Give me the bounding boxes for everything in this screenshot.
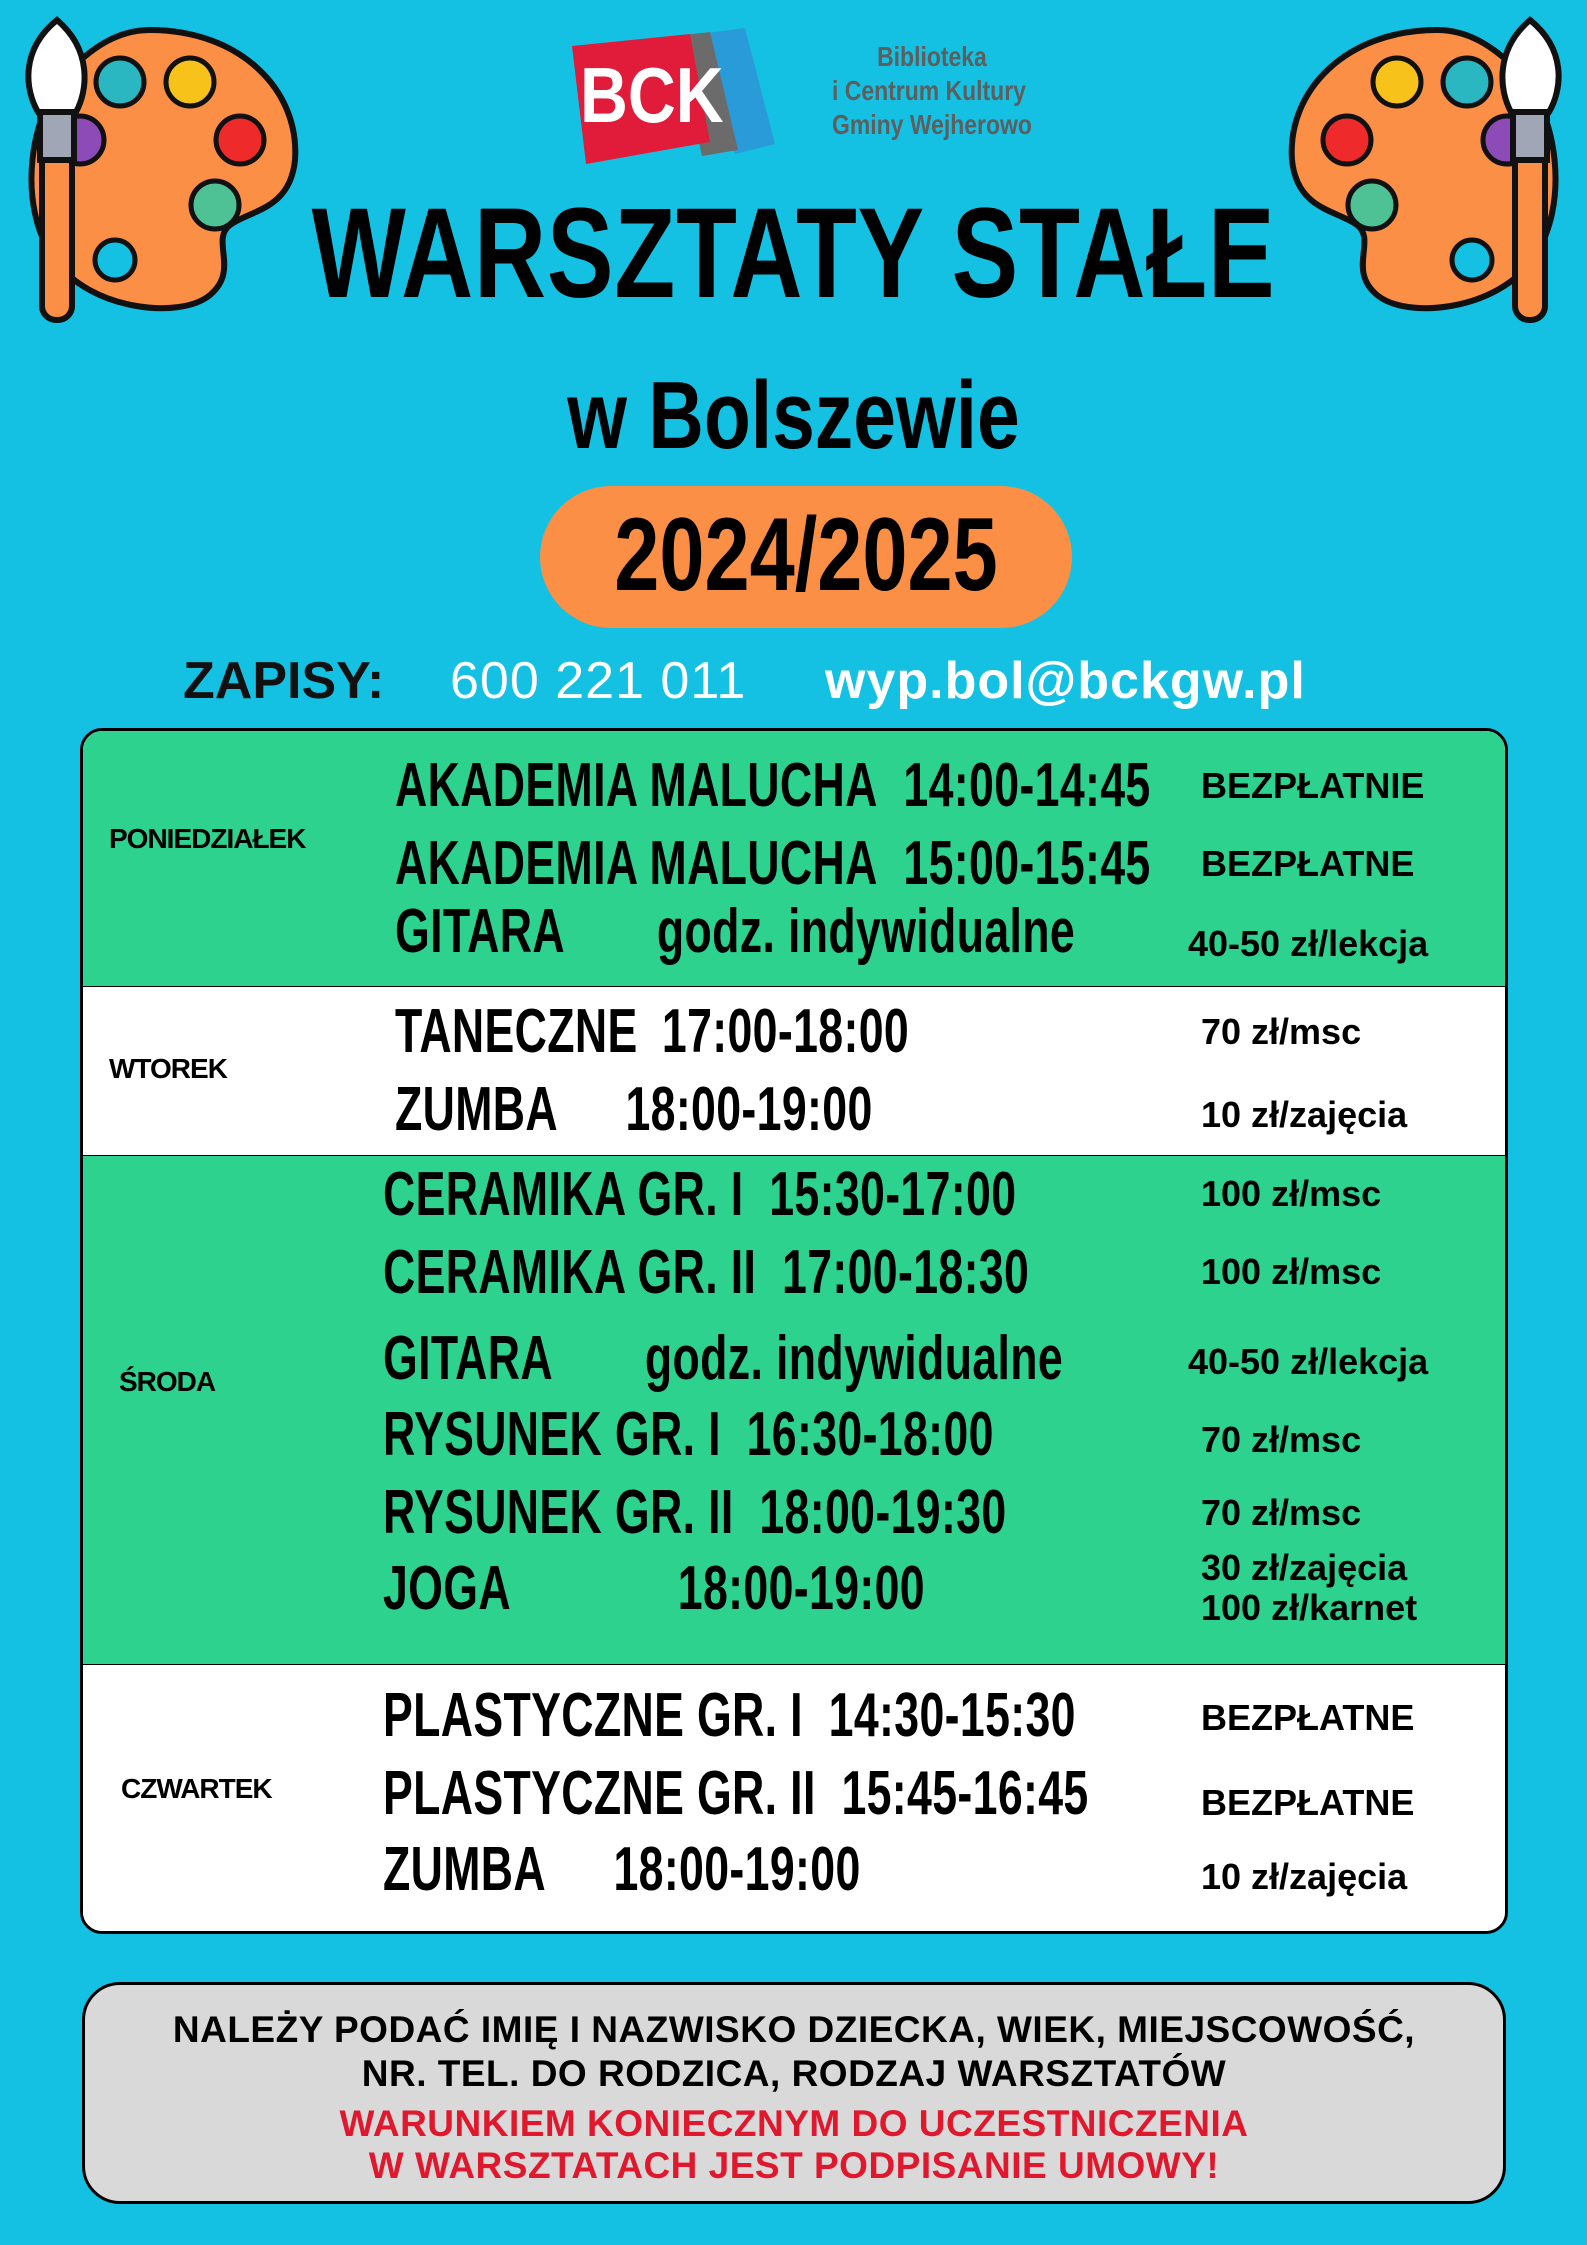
activity-time: 18:00-19:00 — [625, 1075, 873, 1144]
logo-text — [832, 40, 1032, 142]
activity-name: GITARA — [383, 1324, 553, 1393]
activity-time: godz. indywidualne — [656, 897, 1076, 966]
day-block-tuesday — [83, 987, 1505, 1158]
activity-price: BEZPŁATNE — [1201, 1782, 1415, 1823]
activity-row — [383, 1162, 1016, 1228]
activity-time: 14:30-15:30 — [828, 1681, 1076, 1750]
activity-price: 100 zł/msc — [1201, 1251, 1382, 1292]
activity-price-secondary: 100 zł/karnet — [1201, 1587, 1418, 1628]
activity-name: TANECZNE — [395, 997, 638, 1066]
activity-price: 70 zł/msc — [1201, 1492, 1362, 1533]
activity-name: RYSUNEK GR. I — [383, 1400, 721, 1469]
warning-line-2: W WARSZTATACH JEST PODPISANIE UMOWY! — [368, 2145, 1220, 2186]
activity-name: AKADEMIA MALUCHA — [395, 829, 878, 898]
day-label-tuesday: WTOREK — [109, 1053, 227, 1084]
activity-time: 15:45-16:45 — [841, 1759, 1089, 1828]
activity-row — [383, 1240, 1029, 1306]
year-label: 2024/2025 — [614, 497, 998, 613]
bck-logo — [560, 14, 1080, 164]
day-label-thursday: CZWARTEK — [121, 1773, 272, 1804]
activity-row — [383, 1402, 994, 1468]
activity-row — [383, 1683, 1076, 1749]
activity-time: 15:30-17:00 — [769, 1160, 1017, 1229]
email-address: wyp.bol@bckgw.pl — [825, 652, 1306, 710]
activity-name: RYSUNEK GR. II — [383, 1478, 734, 1547]
activity-price: 70 zł/msc — [1201, 1419, 1362, 1460]
activity-time: 18:00-19:30 — [759, 1478, 1007, 1547]
activity-time: 18:00-19:00 — [677, 1554, 925, 1623]
page-subtitle: w Bolszewie — [567, 362, 1020, 469]
logo-line-2: i Centrum Kultury — [832, 75, 1026, 106]
activity-name: CERAMIKA GR. I — [383, 1160, 744, 1229]
day-block-wednesday — [83, 1156, 1505, 1667]
activity-price: 70 zł/msc — [1201, 1011, 1362, 1052]
activity-row — [383, 1761, 1089, 1827]
activity-row — [395, 831, 1151, 897]
activity-row — [383, 1326, 1063, 1392]
activity-row — [383, 1837, 861, 1903]
activity-time: 16:30-18:00 — [746, 1400, 994, 1469]
activity-price: 40-50 zł/lekcja — [1188, 923, 1429, 964]
activity-row — [395, 1077, 873, 1143]
schedule-table — [80, 728, 1508, 1934]
activity-time: 15:00-15:45 — [903, 829, 1151, 898]
activity-price: 30 zł/zajęcia — [1201, 1547, 1408, 1588]
activity-row — [395, 899, 1075, 965]
activity-time: 14:00-14:45 — [903, 751, 1151, 820]
activity-name: ZUMBA — [383, 1835, 546, 1904]
day-block-monday — [83, 731, 1505, 989]
activity-row — [383, 1480, 1007, 1546]
activity-name: PLASTYCZNE GR. II — [383, 1759, 816, 1828]
activity-time: 17:00-18:00 — [661, 997, 910, 1066]
day-block-thursday — [83, 1665, 1505, 1931]
activity-row — [383, 1556, 925, 1622]
activity-name: AKADEMIA MALUCHA — [395, 751, 878, 820]
activity-name: GITARA — [395, 897, 565, 966]
activity-time: 18:00-19:00 — [613, 1835, 861, 1904]
day-label-monday: PONIEDZIAŁEK — [109, 823, 306, 854]
activity-name: CERAMIKA GR. II — [383, 1238, 757, 1307]
activity-price: BEZPŁATNIE — [1201, 765, 1425, 806]
logo-line-1: Biblioteka — [877, 41, 987, 72]
activity-price: BEZPŁATNE — [1201, 843, 1415, 884]
signup-label: ZAPISY: — [183, 652, 385, 710]
activity-price: 10 zł/zajęcia — [1201, 1856, 1408, 1897]
phone-number: 600 221 011 — [450, 652, 747, 710]
logo-line-3: Gminy Wejherowo — [832, 109, 1032, 140]
page-title: WARSZTATY STAŁE — [311, 182, 1276, 325]
requirements-note — [82, 1982, 1506, 2204]
activity-price: BEZPŁATNE — [1201, 1697, 1415, 1738]
activity-name: ZUMBA — [395, 1075, 558, 1144]
note-line-2: NR. TEL. DO RODZICA, RODZAJ WARSZTATÓW — [361, 2053, 1227, 2094]
logo-abbr: BCK — [580, 51, 724, 139]
activity-time: 17:00-18:30 — [782, 1238, 1030, 1307]
activity-price: 40-50 zł/lekcja — [1188, 1341, 1429, 1382]
activity-row — [395, 753, 1151, 819]
warning-line-1: WARUNKIEM KONIECZNYM DO UCZESTNICZENIA — [339, 2103, 1249, 2144]
activity-price: 10 zł/zajęcia — [1201, 1094, 1408, 1135]
activity-price: 100 zł/msc — [1201, 1173, 1382, 1214]
note-line-1: NALEŻY PODAĆ IMIĘ I NAZWISKO DZIECKA, WIEK, MIEJSCOWOŚĆ, — [172, 2009, 1416, 2050]
activity-name: PLASTYCZNE GR. I — [383, 1681, 803, 1750]
activity-row — [395, 999, 909, 1065]
activity-name: JOGA — [383, 1554, 511, 1623]
activity-time: godz. indywidualne — [644, 1324, 1064, 1393]
day-label-wednesday: ŚRODA — [119, 1366, 216, 1397]
